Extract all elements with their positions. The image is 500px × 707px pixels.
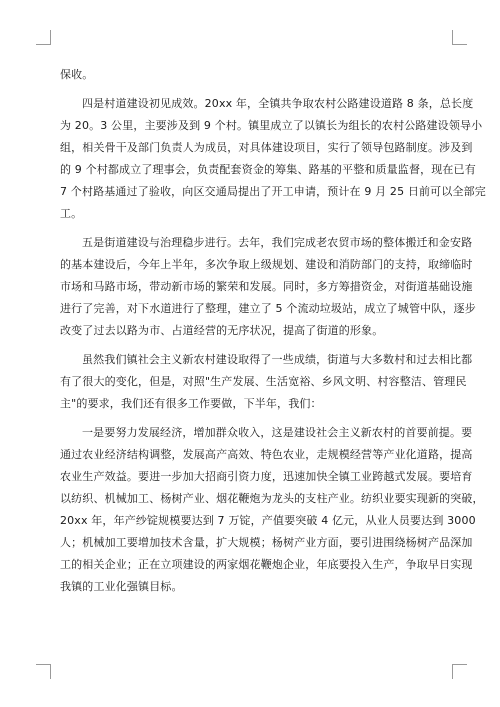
text-line: 的 9 个村都成立了理事会，负责配套资金的筹集、路基的平整和质量监督，现在已有 <box>60 163 476 176</box>
paragraph <box>60 64 443 86</box>
text-line: 7 个村路基通过了验收，向区交通局提出了开工申请，预计在 9 月 25 日前可以全部完 <box>60 185 486 198</box>
crop-mark-bottom-right <box>452 664 467 679</box>
text-line: 为 20。3 公里，主要涉及到 9 个村。镇里成立了以镇长为组长的农村公路建设领导小 <box>60 119 483 132</box>
text-line: 四是村道建设初见成效。20xx 年，全镇共争取农村公路建设道路 8 条，总长度 <box>82 97 474 110</box>
document-body <box>60 64 486 605</box>
text-line: 有了很大的变化，但是，对照"生产发展、生活宽裕、乡风文明、村容整洁、管理民 <box>60 375 467 388</box>
text-line: 五是街道建设与治理稳步进行。去年，我们完成老农贸市场的整体搬迁和金安路 <box>82 236 473 249</box>
text-line: 组，相关骨干及部门负责人为成员，对具体建设项目，实行了领导包路制度。涉及到 <box>60 141 473 154</box>
text-line: 通过农业经济结构调整，发展高产高效、特色农业，走规模经营等产业化道路，提高 <box>60 448 473 461</box>
text-line: 市场和马路市场，带动新市场的繁荣和发展。同时，多方筹措资金，对街道基础设施 <box>60 280 473 293</box>
crop-mark-top-left <box>36 30 51 45</box>
text-line: 人；机械加工要增加技术含量，扩大规模；杨树产业方面，要引进围绕杨树产品深加 <box>60 536 473 549</box>
text-line: 20xx 年，年产纱锭规模要达到 7 万锭，产值要突破 4 亿元，从业人员要达到 3000 <box>60 514 476 527</box>
crop-mark-bottom-left <box>36 664 51 679</box>
text-line: 一是要努力发展经济，增加群众收入，这是建设社会主义新农村的首要前提。要 <box>82 426 473 439</box>
text-line: 虽然我们镇社会主义新农村建设取得了一些成绩，街道与大多数村和过去相比都 <box>82 353 473 366</box>
paragraph <box>60 232 476 342</box>
text-line: 工的相关企业；正在立项建设的两家烟花鞭炮企业，年底要投入生产，争取早日实现 <box>60 558 473 571</box>
paragraph <box>60 349 473 415</box>
text-line: 主"的要求，我们还有很多工作要做，下半年，我们： <box>60 397 322 410</box>
text-line: 以纺织、机械加工、杨树产业、烟花鞭炮为龙头的支柱产业。纺织业要实现新的突破， <box>60 492 484 505</box>
paragraph <box>60 93 486 225</box>
text-line: 工。 <box>60 207 83 220</box>
text-line: 保收。 <box>60 68 94 81</box>
text-line: 进行了完善，对下水道进行了整理，建立了 5 个流动垃圾站，成立了城管中队，逐步 <box>60 302 476 315</box>
paragraph <box>60 422 484 598</box>
text-line: 我镇的工业化强镇目标。 <box>60 580 183 593</box>
text-line: 的基本建设后，今年上半年，多次争取上级规划、建设和消防部门的支持，取缔临时 <box>60 258 473 271</box>
crop-mark-top-right <box>452 30 467 45</box>
text-line: 改变了过去以路为市、占道经营的无序状况，提高了街道的形象。 <box>60 324 384 337</box>
text-line: 农业生产效益。要进一步加大招商引资力度，迅速加快全镇工业跨越式发展。要培育 <box>60 470 473 483</box>
